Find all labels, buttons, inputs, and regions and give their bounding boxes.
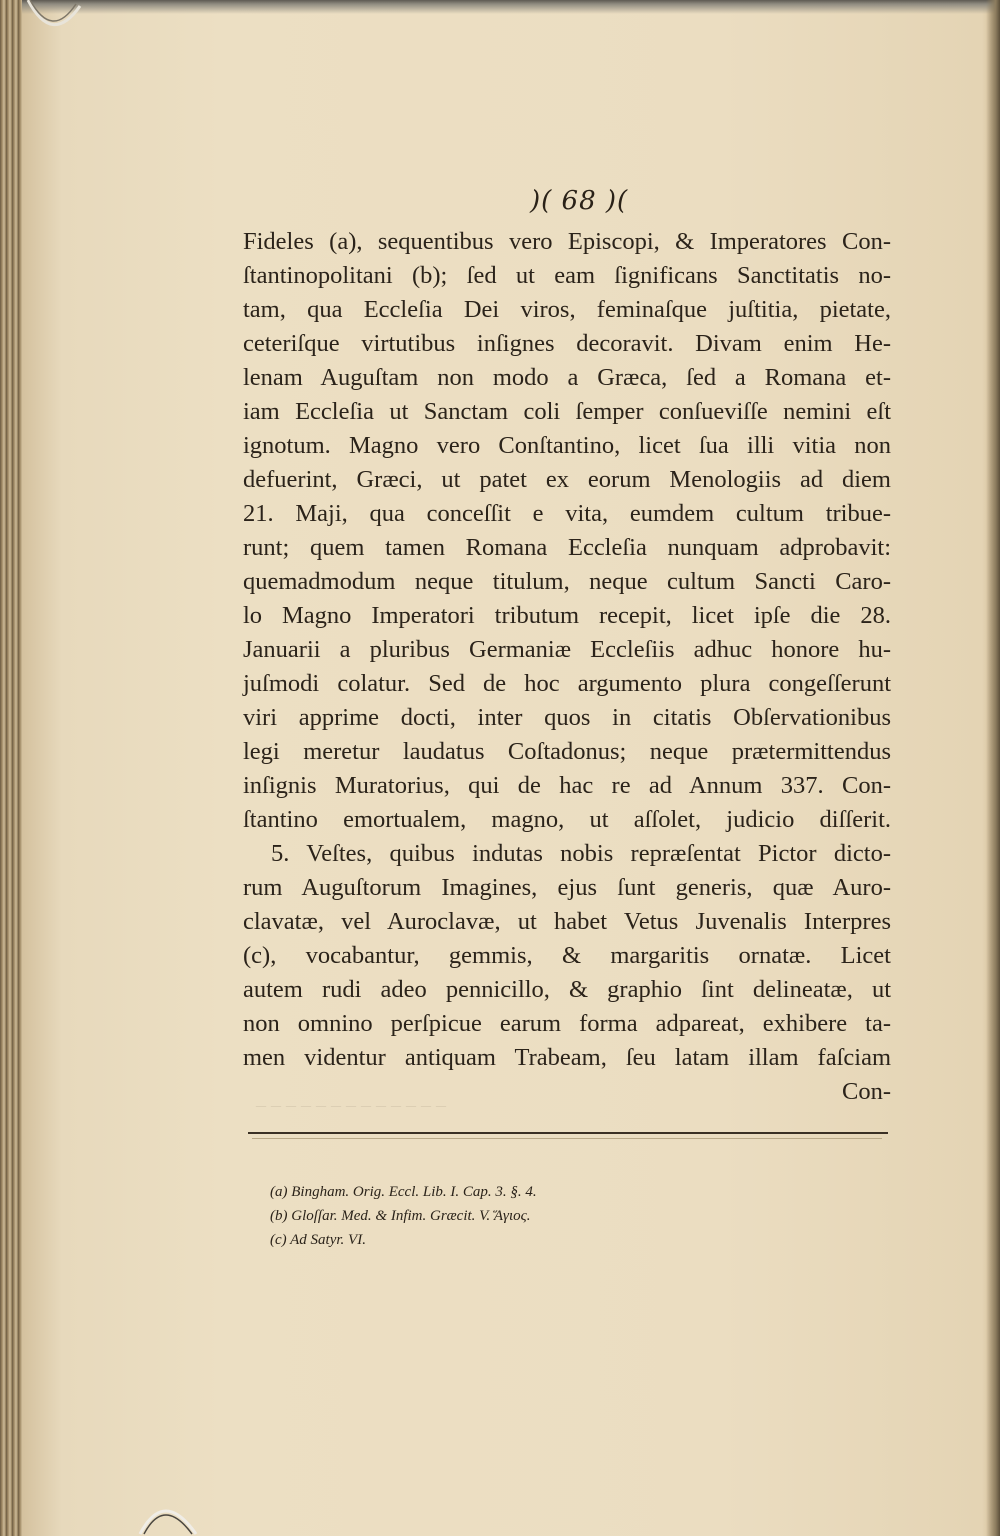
text-line: viri apprime docti, inter quos in citatis Obſervationibus [243, 704, 891, 731]
page-top-edge [22, 0, 1000, 14]
text-line: autem rudi adeo pennicillo, & graphio ſint delineatæ, ut [243, 976, 891, 1003]
body-text [243, 225, 891, 1109]
text-line: Januarii a pluribus Germaniæ Eccleſiis adhuc honore hu- [243, 636, 891, 663]
text-line: inſignis Muratorius, qui de hac re ad Annum 337. Con- [243, 772, 891, 799]
footnote-a: (a) Bingham. Orig. Eccl. Lib. I. Cap. 3. §. 4. [270, 1184, 537, 1200]
text-line: ſtantinopolitani (b); ſed ut eam ſignificans Sanctitatis no- [243, 262, 891, 289]
text-line: iam Eccleſia ut Sanctam coli ſemper conſueviſſe nemini eſt [243, 398, 891, 425]
footnotes [270, 1180, 537, 1252]
text-line: ceteriſque virtutibus inſignes decoravit. Divam enim He- [243, 330, 891, 357]
text-line: lo Magno Imperatori tributum recepit, licet ipſe die 28. [243, 602, 891, 629]
footnote-b: (b) Gloſſar. Med. & Infim. Græcit. V. Ἅγιος. [270, 1208, 531, 1224]
page-clip-bottom-icon [138, 1488, 198, 1536]
text-line: runt; quem tamen Romana Eccleſia nunquam adprobavit: [243, 534, 891, 561]
page-right-edge [986, 0, 1000, 1536]
text-line: tam, qua Eccleſia Dei viros, feminaſque juſtitia, pietate, [243, 296, 891, 323]
text-line: non omnino perſpicue earum forma adpareat, exhibere ta- [243, 1010, 891, 1037]
text-line: rum Auguſtorum Imagines, ejus ſunt generis, quæ Auro- [243, 874, 891, 901]
footnote-rule [248, 1132, 888, 1134]
text-line: clavatæ, vel Auroclavæ, ut habet Vetus Juvenalis Interpres [243, 908, 891, 935]
footnote-c: (c) Ad Satyr. VI. [270, 1232, 366, 1248]
text-line: defuerint, Græci, ut patet ex eorum Menologiis ad diem [243, 466, 891, 493]
text-line: ſtantino emortualem, magno, ut aſſolet, judicio diſſerit. [243, 806, 891, 833]
text-line: men videntur antiquam Trabeam, ſeu latam illam faſciam [243, 1044, 891, 1071]
book-binding-edge [0, 0, 22, 1536]
text-line: (c), vocabantur, gemmis, & margaritis ornatæ. Licet [243, 942, 891, 969]
catchword: Con- [842, 1078, 891, 1105]
text-line: quemadmodum neque titulum, neque cultum Sancti Caro- [243, 568, 891, 595]
text-line: lenam Auguſtam non modo a Græca, ſed a Romana et- [243, 364, 891, 391]
text-line: Fideles (a), sequentibus vero Episcopi, & Imperatores Con- [243, 228, 891, 255]
paragraph-start-line: 5. Veſtes, quibus indutas nobis repræſentat Pictor dicto- [271, 840, 891, 867]
footnote-rule-shadow [252, 1138, 882, 1139]
show-through-text: ‒ ‒ ‒ ‒ ‒ ‒ ‒ ‒ ‒ ‒ ‒ ‒ ‒ [256, 1094, 446, 1116]
text-line: juſmodi colatur. Sed de hoc argumento plura congeſſerunt [243, 670, 891, 697]
text-line: 21. Maji, qua conceſſit e vita, eumdem cultum tribue- [243, 500, 891, 527]
text-line: legi meretur laudatus Coſtadonus; neque prætermittendus [243, 738, 891, 765]
page-clip-top-icon [22, 0, 82, 50]
text-line: ignotum. Magno vero Conſtantino, licet ſua illi vitia non [243, 432, 891, 459]
page-number-header: )( 68 )( [530, 186, 629, 216]
